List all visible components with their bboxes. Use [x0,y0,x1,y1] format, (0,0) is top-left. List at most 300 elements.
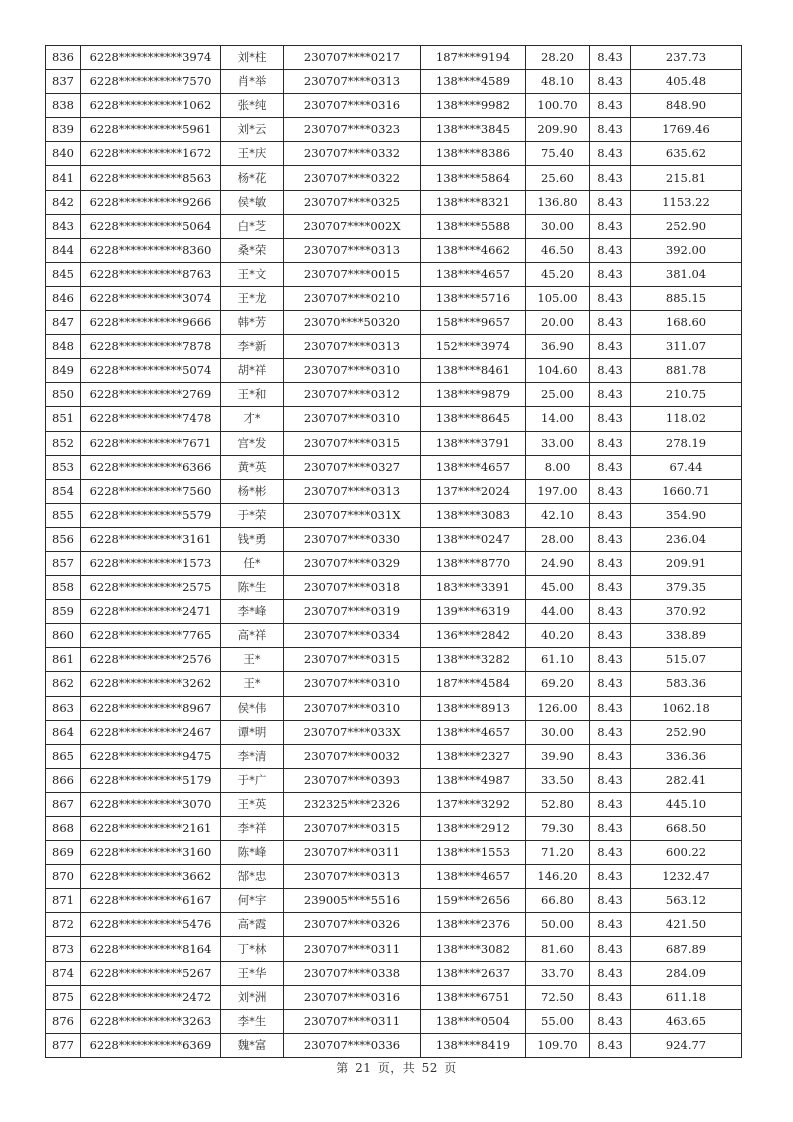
id-number-cell: 230707****0313 [284,335,421,359]
bank-card-cell: 6228***********1672 [81,142,221,166]
name-cell: 于*荣 [221,503,284,527]
rate-cell: 8.43 [590,551,631,575]
bank-card-cell: 6228***********3074 [81,286,221,310]
table-row [46,913,742,937]
phone-cell: 138****1553 [421,841,526,865]
name-cell: 侯*敏 [221,190,284,214]
phone-cell: 138****2637 [421,961,526,985]
row-number-cell: 870 [46,865,81,889]
table-row [46,431,742,455]
bank-card-cell: 6228***********5064 [81,214,221,238]
phone-cell: 138****3083 [421,503,526,527]
phone-cell: 183****3391 [421,576,526,600]
amount-cell: 209.91 [631,551,742,575]
phone-cell: 138****8419 [421,1033,526,1057]
id-number-cell: 239005****5516 [284,889,421,913]
row-number-cell: 862 [46,672,81,696]
rate-cell: 8.43 [590,407,631,431]
table-row [46,262,742,286]
table-row [46,46,742,70]
name-cell: 李*生 [221,1009,284,1033]
rate-cell: 8.43 [590,792,631,816]
area-cell: 24.90 [526,551,590,575]
phone-cell: 159****2656 [421,889,526,913]
name-cell: 王* [221,648,284,672]
id-number-cell: 230707****0312 [284,383,421,407]
rate-cell: 8.43 [590,841,631,865]
name-cell: 才* [221,407,284,431]
row-number-cell: 858 [46,576,81,600]
id-number-cell: 232325****2326 [284,792,421,816]
phone-cell: 138****3791 [421,431,526,455]
bank-card-cell: 6228***********3662 [81,865,221,889]
name-cell: 王*和 [221,383,284,407]
phone-cell: 136****2842 [421,624,526,648]
table-row [46,359,742,383]
name-cell: 陈*峰 [221,841,284,865]
area-cell: 46.50 [526,238,590,262]
bank-card-cell: 6228***********5476 [81,913,221,937]
table-row [46,94,742,118]
phone-cell: 138****2376 [421,913,526,937]
table-row [46,648,742,672]
area-cell: 33.50 [526,768,590,792]
bank-card-cell: 6228***********8563 [81,166,221,190]
area-cell: 55.00 [526,1009,590,1033]
table-row [46,551,742,575]
id-number-cell: 230707****0210 [284,286,421,310]
footer-mid: 页，共 [377,1061,416,1075]
rate-cell: 8.43 [590,576,631,600]
row-number-cell: 846 [46,286,81,310]
name-cell: 侯*伟 [221,696,284,720]
name-cell: 钱*勇 [221,527,284,551]
table-row [46,985,742,1009]
phone-cell: 138****4657 [421,720,526,744]
area-cell: 197.00 [526,479,590,503]
table-row [46,286,742,310]
name-cell: 高*霞 [221,913,284,937]
row-number-cell: 871 [46,889,81,913]
id-number-cell: 230707****0322 [284,166,421,190]
rate-cell: 8.43 [590,768,631,792]
name-cell: 张*纯 [221,94,284,118]
id-number-cell: 230707****031X [284,503,421,527]
rate-cell: 8.43 [590,624,631,648]
amount-cell: 1660.71 [631,479,742,503]
phone-cell: 138****2327 [421,744,526,768]
name-cell: 王*英 [221,792,284,816]
table-row [46,672,742,696]
amount-cell: 381.04 [631,262,742,286]
phone-cell: 138****8645 [421,407,526,431]
amount-cell: 338.89 [631,624,742,648]
area-cell: 71.20 [526,841,590,865]
table-row [46,744,742,768]
row-number-cell: 859 [46,600,81,624]
name-cell: 刘*云 [221,118,284,142]
rate-cell: 8.43 [590,359,631,383]
phone-cell: 138****4657 [421,262,526,286]
area-cell: 30.00 [526,720,590,744]
name-cell: 高*祥 [221,624,284,648]
rate-cell: 8.43 [590,527,631,551]
rate-cell: 8.43 [590,455,631,479]
table-row [46,479,742,503]
rate-cell: 8.43 [590,214,631,238]
rate-cell: 8.43 [590,720,631,744]
bank-card-cell: 6228***********1062 [81,94,221,118]
bank-card-cell: 6228***********7671 [81,431,221,455]
row-number-cell: 836 [46,46,81,70]
area-cell: 66.80 [526,889,590,913]
id-number-cell: 230707****0325 [284,190,421,214]
bank-card-cell: 6228***********2471 [81,600,221,624]
table-row [46,1033,742,1057]
row-number-cell: 837 [46,70,81,94]
table-row [46,407,742,431]
id-number-cell: 230707****0393 [284,768,421,792]
id-number-cell: 230707****0329 [284,551,421,575]
table-row [46,841,742,865]
bank-card-cell: 6228***********5267 [81,961,221,985]
amount-cell: 311.07 [631,335,742,359]
bank-card-cell: 6228***********9666 [81,311,221,335]
amount-cell: 354.90 [631,503,742,527]
name-cell: 王* [221,672,284,696]
row-number-cell: 861 [46,648,81,672]
rate-cell: 8.43 [590,889,631,913]
name-cell: 陈*生 [221,576,284,600]
amount-cell: 885.15 [631,286,742,310]
name-cell: 郜*忠 [221,865,284,889]
phone-cell: 187****9194 [421,46,526,70]
rate-cell: 8.43 [590,479,631,503]
rate-cell: 8.43 [590,335,631,359]
amount-cell: 668.50 [631,817,742,841]
id-number-cell: 230707****0311 [284,937,421,961]
phone-cell: 138****8770 [421,551,526,575]
rate-cell: 8.43 [590,190,631,214]
phone-cell: 138****8321 [421,190,526,214]
amount-cell: 583.36 [631,672,742,696]
row-number-cell: 848 [46,335,81,359]
id-number-cell: 230707****0323 [284,118,421,142]
subsidy-table [45,45,742,1058]
area-cell: 50.00 [526,913,590,937]
bank-card-cell: 6228***********2161 [81,817,221,841]
table-row [46,527,742,551]
phone-cell: 158****9657 [421,311,526,335]
rate-cell: 8.43 [590,503,631,527]
id-number-cell: 230707****0332 [284,142,421,166]
area-cell: 33.00 [526,431,590,455]
table-row [46,142,742,166]
table-row [46,335,742,359]
table-row [46,576,742,600]
name-cell: 魏*富 [221,1033,284,1057]
amount-cell: 848.90 [631,94,742,118]
table-row [46,720,742,744]
table-row [46,118,742,142]
id-number-cell: 230707****0334 [284,624,421,648]
row-number-cell: 852 [46,431,81,455]
phone-cell: 138****2912 [421,817,526,841]
rate-cell: 8.43 [590,118,631,142]
row-number-cell: 838 [46,94,81,118]
name-cell: 王*龙 [221,286,284,310]
id-number-cell: 230707****0313 [284,865,421,889]
row-number-cell: 867 [46,792,81,816]
id-number-cell: 230707****0330 [284,527,421,551]
phone-cell: 138****5864 [421,166,526,190]
amount-cell: 563.12 [631,889,742,913]
name-cell: 胡*祥 [221,359,284,383]
rate-cell: 8.43 [590,70,631,94]
rate-cell: 8.43 [590,600,631,624]
id-number-cell: 230707****0315 [284,817,421,841]
rate-cell: 8.43 [590,286,631,310]
table-row [46,937,742,961]
area-cell: 45.00 [526,576,590,600]
table-row [46,503,742,527]
table-row [46,383,742,407]
phone-cell: 187****4584 [421,672,526,696]
area-cell: 20.00 [526,311,590,335]
rate-cell: 8.43 [590,1033,631,1057]
table-row [46,214,742,238]
name-cell: 王*文 [221,262,284,286]
name-cell: 谭*明 [221,720,284,744]
row-number-cell: 855 [46,503,81,527]
table-row [46,961,742,985]
id-number-cell: 230707****0326 [284,913,421,937]
bank-card-cell: 6228***********7765 [81,624,221,648]
id-number-cell: 230707****0015 [284,262,421,286]
name-cell: 刘*洲 [221,985,284,1009]
name-cell: 于*广 [221,768,284,792]
area-cell: 61.10 [526,648,590,672]
name-cell: 桑*荣 [221,238,284,262]
bank-card-cell: 6228***********5961 [81,118,221,142]
bank-card-cell: 6228***********3161 [81,527,221,551]
id-number-cell: 230707****0316 [284,985,421,1009]
rate-cell: 8.43 [590,1009,631,1033]
footer-suffix: 页 [444,1061,457,1075]
amount-cell: 210.75 [631,383,742,407]
amount-cell: 1232.47 [631,865,742,889]
row-number-cell: 854 [46,479,81,503]
table-row [46,455,742,479]
phone-cell: 152****3974 [421,335,526,359]
area-cell: 45.20 [526,262,590,286]
name-cell: 刘*柱 [221,46,284,70]
name-cell: 任* [221,551,284,575]
area-cell: 100.70 [526,94,590,118]
bank-card-cell: 6228***********6366 [81,455,221,479]
amount-cell: 252.90 [631,720,742,744]
amount-cell: 237.73 [631,46,742,70]
row-number-cell: 868 [46,817,81,841]
id-number-cell: 230707****0032 [284,744,421,768]
bank-card-cell: 6228***********9475 [81,744,221,768]
id-number-cell: 230707****0313 [284,479,421,503]
area-cell: 72.50 [526,985,590,1009]
row-number-cell: 840 [46,142,81,166]
bank-card-cell: 6228***********6369 [81,1033,221,1057]
bank-card-cell: 6228***********1573 [81,551,221,575]
rate-cell: 8.43 [590,238,631,262]
table-row [46,166,742,190]
rate-cell: 8.43 [590,865,631,889]
amount-cell: 924.77 [631,1033,742,1057]
bank-card-cell: 6228***********3263 [81,1009,221,1033]
phone-cell: 139****6319 [421,600,526,624]
amount-cell: 336.36 [631,744,742,768]
area-cell: 81.60 [526,937,590,961]
row-number-cell: 845 [46,262,81,286]
area-cell: 33.70 [526,961,590,985]
area-cell: 136.80 [526,190,590,214]
area-cell: 28.20 [526,46,590,70]
row-number-cell: 853 [46,455,81,479]
row-number-cell: 865 [46,744,81,768]
name-cell: 何*宇 [221,889,284,913]
amount-cell: 282.41 [631,768,742,792]
bank-card-cell: 6228***********7570 [81,70,221,94]
amount-cell: 252.90 [631,214,742,238]
bank-card-cell: 6228***********8967 [81,696,221,720]
rate-cell: 8.43 [590,383,631,407]
name-cell: 白*芝 [221,214,284,238]
rate-cell: 8.43 [590,648,631,672]
table-row [46,238,742,262]
id-number-cell: 230707****0310 [284,407,421,431]
page-footer [0,1059,793,1076]
name-cell: 李*祥 [221,817,284,841]
area-cell: 109.70 [526,1033,590,1057]
area-cell: 105.00 [526,286,590,310]
table-row [46,70,742,94]
name-cell: 王*华 [221,961,284,985]
bank-card-cell: 6228***********9266 [81,190,221,214]
rate-cell: 8.43 [590,166,631,190]
bank-card-cell: 6228***********6167 [81,889,221,913]
phone-cell: 138****8461 [421,359,526,383]
row-number-cell: 876 [46,1009,81,1033]
amount-cell: 1769.46 [631,118,742,142]
bank-card-cell: 6228***********5179 [81,768,221,792]
id-number-cell: 23070****50320 [284,311,421,335]
id-number-cell: 230707****0315 [284,648,421,672]
area-cell: 28.00 [526,527,590,551]
area-cell: 69.20 [526,672,590,696]
name-cell: 韩*芳 [221,311,284,335]
phone-cell: 138****4662 [421,238,526,262]
phone-cell: 138****9879 [421,383,526,407]
amount-cell: 1062.18 [631,696,742,720]
amount-cell: 687.89 [631,937,742,961]
area-cell: 126.00 [526,696,590,720]
name-cell: 黄*英 [221,455,284,479]
bank-card-cell: 6228***********7878 [81,335,221,359]
amount-cell: 168.60 [631,311,742,335]
phone-cell: 138****6751 [421,985,526,1009]
row-number-cell: 873 [46,937,81,961]
name-cell: 李*峰 [221,600,284,624]
table-body [46,46,742,1058]
id-number-cell: 230707****002X [284,214,421,238]
amount-cell: 392.00 [631,238,742,262]
bank-card-cell: 6228***********3974 [81,46,221,70]
row-number-cell: 839 [46,118,81,142]
row-number-cell: 841 [46,166,81,190]
rate-cell: 8.43 [590,46,631,70]
bank-card-cell: 6228***********5074 [81,359,221,383]
table-row [46,768,742,792]
table-row [46,190,742,214]
amount-cell: 611.18 [631,985,742,1009]
amount-cell: 118.02 [631,407,742,431]
row-number-cell: 857 [46,551,81,575]
rate-cell: 8.43 [590,431,631,455]
table-row [46,1009,742,1033]
name-cell: 杨*花 [221,166,284,190]
phone-cell: 138****9982 [421,94,526,118]
id-number-cell: 230707****0313 [284,70,421,94]
amount-cell: 278.19 [631,431,742,455]
table-row [46,624,742,648]
phone-cell: 138****4987 [421,768,526,792]
name-cell: 李*清 [221,744,284,768]
name-cell: 杨*彬 [221,479,284,503]
area-cell: 39.90 [526,744,590,768]
id-number-cell: 230707****0311 [284,1009,421,1033]
amount-cell: 421.50 [631,913,742,937]
bank-card-cell: 6228***********3262 [81,672,221,696]
amount-cell: 236.04 [631,527,742,551]
row-number-cell: 869 [46,841,81,865]
phone-cell: 138****8386 [421,142,526,166]
name-cell: 肖*举 [221,70,284,94]
area-cell: 146.20 [526,865,590,889]
name-cell: 王*庆 [221,142,284,166]
rate-cell: 8.43 [590,817,631,841]
phone-cell: 138****4657 [421,455,526,479]
row-number-cell: 866 [46,768,81,792]
phone-cell: 138****4657 [421,865,526,889]
phone-cell: 138****5716 [421,286,526,310]
name-cell: 宫*发 [221,431,284,455]
area-cell: 104.60 [526,359,590,383]
phone-cell: 138****8913 [421,696,526,720]
rate-cell: 8.43 [590,672,631,696]
amount-cell: 379.35 [631,576,742,600]
bank-card-cell: 6228***********3070 [81,792,221,816]
rate-cell: 8.43 [590,744,631,768]
table-row [46,889,742,913]
row-number-cell: 847 [46,311,81,335]
area-cell: 79.30 [526,817,590,841]
rate-cell: 8.43 [590,985,631,1009]
bank-card-cell: 6228***********7560 [81,479,221,503]
id-number-cell: 230707****0316 [284,94,421,118]
bank-card-cell: 6228***********8763 [81,262,221,286]
table-row [46,600,742,624]
area-cell: 25.00 [526,383,590,407]
id-number-cell: 230707****0336 [284,1033,421,1057]
row-number-cell: 850 [46,383,81,407]
